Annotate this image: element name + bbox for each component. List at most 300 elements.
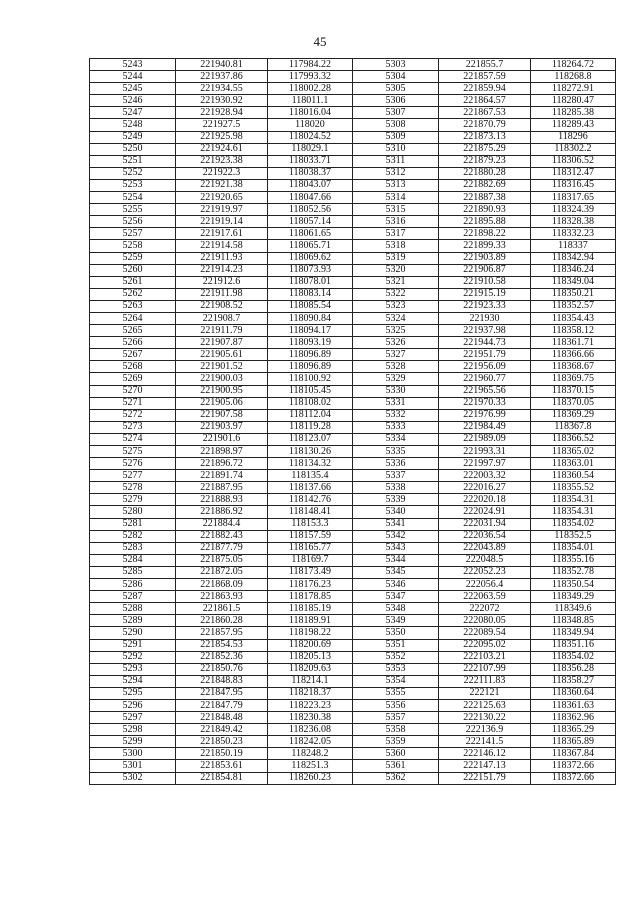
coordinates-table-body (90, 59, 616, 785)
table-row (90, 651, 616, 663)
table-row (90, 639, 616, 651)
point-number-left-cell: 5264 (90, 312, 176, 324)
point-number-right-cell: 5326 (353, 337, 439, 349)
y-coordinate-right-cell: 118316.45 (531, 179, 616, 191)
x-coordinate-right-cell: 222080.05 (439, 615, 531, 627)
table-row (90, 591, 616, 603)
y-coordinate-right-cell: 118354.31 (531, 494, 616, 506)
point-number-right-cell: 5311 (353, 155, 439, 167)
x-coordinate-right-cell: 221930 (439, 312, 531, 324)
x-coordinate-left-cell: 221919.97 (176, 204, 268, 216)
point-number-right-cell: 5303 (353, 59, 439, 71)
x-coordinate-left-cell: 221853.61 (176, 760, 268, 772)
x-coordinate-right-cell: 222089.54 (439, 627, 531, 639)
point-number-right-cell: 5324 (353, 312, 439, 324)
y-coordinate-left-cell: 118178.85 (268, 591, 353, 603)
point-number-right-cell: 5321 (353, 276, 439, 288)
point-number-right-cell: 5361 (353, 760, 439, 772)
table-row (90, 337, 616, 349)
y-coordinate-right-cell: 118360.54 (531, 470, 616, 482)
point-number-right-cell: 5308 (353, 119, 439, 131)
y-coordinate-left-cell: 118130.26 (268, 446, 353, 458)
y-coordinate-right-cell: 118328.38 (531, 216, 616, 228)
y-coordinate-left-cell: 118093.19 (268, 337, 353, 349)
point-number-right-cell: 5333 (353, 421, 439, 433)
point-number-right-cell: 5320 (353, 264, 439, 276)
x-coordinate-left-cell: 221850.76 (176, 663, 268, 675)
table-row (90, 518, 616, 530)
y-coordinate-right-cell: 118352.5 (531, 530, 616, 542)
point-number-right-cell: 5318 (353, 240, 439, 252)
y-coordinate-left-cell: 118105.45 (268, 385, 353, 397)
x-coordinate-right-cell: 222107.99 (439, 663, 531, 675)
x-coordinate-left-cell: 221860.28 (176, 615, 268, 627)
point-number-left-cell: 5248 (90, 119, 176, 131)
point-number-right-cell: 5337 (353, 470, 439, 482)
x-coordinate-right-cell: 221895.88 (439, 216, 531, 228)
point-number-left-cell: 5254 (90, 192, 176, 204)
table-row (90, 506, 616, 518)
y-coordinate-left-cell: 118185.19 (268, 603, 353, 615)
x-coordinate-right-cell: 222147.13 (439, 760, 531, 772)
point-number-right-cell: 5355 (353, 687, 439, 699)
point-number-left-cell: 5258 (90, 240, 176, 252)
y-coordinate-left-cell: 118134.32 (268, 458, 353, 470)
y-coordinate-left-cell: 118223.23 (268, 699, 353, 711)
x-coordinate-left-cell: 221903.97 (176, 421, 268, 433)
y-coordinate-left-cell: 118033.71 (268, 155, 353, 167)
point-number-right-cell: 5331 (353, 397, 439, 409)
point-number-left-cell: 5292 (90, 651, 176, 663)
y-coordinate-right-cell: 118342.94 (531, 252, 616, 264)
y-coordinate-right-cell: 118356.28 (531, 663, 616, 675)
point-number-right-cell: 5329 (353, 373, 439, 385)
point-number-right-cell: 5314 (353, 192, 439, 204)
table-row (90, 699, 616, 711)
point-number-left-cell: 5286 (90, 579, 176, 591)
point-number-left-cell: 5281 (90, 518, 176, 530)
point-number-left-cell: 5300 (90, 748, 176, 760)
y-coordinate-left-cell: 118123.07 (268, 433, 353, 445)
y-coordinate-left-cell: 118061.65 (268, 228, 353, 240)
y-coordinate-right-cell: 118268.8 (531, 71, 616, 83)
x-coordinate-left-cell: 221911.79 (176, 325, 268, 337)
y-coordinate-right-cell: 118280.47 (531, 95, 616, 107)
y-coordinate-left-cell: 118153.3 (268, 518, 353, 530)
y-coordinate-left-cell: 118065.71 (268, 240, 353, 252)
y-coordinate-right-cell: 118365.89 (531, 736, 616, 748)
y-coordinate-left-cell: 118214.1 (268, 675, 353, 687)
point-number-left-cell: 5256 (90, 216, 176, 228)
y-coordinate-right-cell: 118350.54 (531, 579, 616, 591)
y-coordinate-right-cell: 118372.66 (531, 772, 616, 784)
point-number-left-cell: 5261 (90, 276, 176, 288)
point-number-left-cell: 5251 (90, 155, 176, 167)
y-coordinate-right-cell: 118358.27 (531, 675, 616, 687)
table-row (90, 736, 616, 748)
table-row (90, 179, 616, 191)
y-coordinate-right-cell: 118366.52 (531, 433, 616, 445)
x-coordinate-left-cell: 221863.93 (176, 591, 268, 603)
y-coordinate-right-cell: 118365.29 (531, 724, 616, 736)
x-coordinate-right-cell: 221937.98 (439, 325, 531, 337)
x-coordinate-right-cell: 222111.83 (439, 675, 531, 687)
x-coordinate-right-cell: 222072 (439, 603, 531, 615)
point-number-right-cell: 5352 (353, 651, 439, 663)
x-coordinate-left-cell: 221854.81 (176, 772, 268, 784)
x-coordinate-left-cell: 221925.98 (176, 131, 268, 143)
y-coordinate-left-cell: 118200.69 (268, 639, 353, 651)
x-coordinate-left-cell: 221920.65 (176, 192, 268, 204)
x-coordinate-left-cell: 221847.79 (176, 699, 268, 711)
point-number-left-cell: 5276 (90, 458, 176, 470)
y-coordinate-right-cell: 118367.8 (531, 421, 616, 433)
point-number-left-cell: 5246 (90, 95, 176, 107)
y-coordinate-left-cell: 118176.23 (268, 579, 353, 591)
table-row (90, 385, 616, 397)
x-coordinate-left-cell: 221898.97 (176, 446, 268, 458)
point-number-right-cell: 5309 (353, 131, 439, 143)
table-row (90, 446, 616, 458)
x-coordinate-left-cell: 221848.48 (176, 712, 268, 724)
y-coordinate-right-cell: 118296 (531, 131, 616, 143)
point-number-left-cell: 5263 (90, 300, 176, 312)
x-coordinate-left-cell: 221930.92 (176, 95, 268, 107)
x-coordinate-left-cell: 221914.23 (176, 264, 268, 276)
y-coordinate-left-cell: 118169.7 (268, 554, 353, 566)
y-coordinate-left-cell: 118108.02 (268, 397, 353, 409)
x-coordinate-right-cell: 222043.89 (439, 542, 531, 554)
x-coordinate-right-cell: 221864.57 (439, 95, 531, 107)
x-coordinate-right-cell: 221882.69 (439, 179, 531, 191)
y-coordinate-right-cell: 118354.02 (531, 518, 616, 530)
table-row (90, 325, 616, 337)
table-row (90, 155, 616, 167)
x-coordinate-right-cell: 221873.13 (439, 131, 531, 143)
x-coordinate-right-cell: 222125.63 (439, 699, 531, 711)
y-coordinate-right-cell: 118361.63 (531, 699, 616, 711)
x-coordinate-right-cell: 221997.97 (439, 458, 531, 470)
point-number-right-cell: 5343 (353, 542, 439, 554)
point-number-right-cell: 5315 (353, 204, 439, 216)
x-coordinate-right-cell: 221989.09 (439, 433, 531, 445)
point-number-left-cell: 5253 (90, 179, 176, 191)
x-coordinate-left-cell: 221868.09 (176, 579, 268, 591)
point-number-right-cell: 5362 (353, 772, 439, 784)
point-number-left-cell: 5245 (90, 83, 176, 95)
y-coordinate-right-cell: 118337 (531, 240, 616, 252)
point-number-left-cell: 5272 (90, 409, 176, 421)
y-coordinate-left-cell: 118157.59 (268, 530, 353, 542)
x-coordinate-right-cell: 222031.94 (439, 518, 531, 530)
x-coordinate-left-cell: 221917.61 (176, 228, 268, 240)
y-coordinate-left-cell: 118011.1 (268, 95, 353, 107)
x-coordinate-left-cell: 221872.05 (176, 566, 268, 578)
point-number-left-cell: 5289 (90, 615, 176, 627)
table-row (90, 95, 616, 107)
point-number-right-cell: 5342 (353, 530, 439, 542)
y-coordinate-left-cell: 118119.28 (268, 421, 353, 433)
x-coordinate-left-cell: 221882.43 (176, 530, 268, 542)
y-coordinate-left-cell: 118100.92 (268, 373, 353, 385)
point-number-right-cell: 5344 (353, 554, 439, 566)
y-coordinate-left-cell: 118242.05 (268, 736, 353, 748)
table-row (90, 458, 616, 470)
x-coordinate-right-cell: 221855.7 (439, 59, 531, 71)
x-coordinate-left-cell: 221852.36 (176, 651, 268, 663)
point-number-left-cell: 5250 (90, 143, 176, 155)
point-number-left-cell: 5269 (90, 373, 176, 385)
y-coordinate-left-cell: 118148.41 (268, 506, 353, 518)
y-coordinate-left-cell: 118083.14 (268, 288, 353, 300)
y-coordinate-right-cell: 118355.52 (531, 482, 616, 494)
point-number-left-cell: 5293 (90, 663, 176, 675)
table-row (90, 748, 616, 760)
point-number-left-cell: 5267 (90, 349, 176, 361)
y-coordinate-right-cell: 118346.24 (531, 264, 616, 276)
point-number-left-cell: 5268 (90, 361, 176, 373)
y-coordinate-left-cell: 118057.14 (268, 216, 353, 228)
table-row (90, 143, 616, 155)
y-coordinate-left-cell: 118069.62 (268, 252, 353, 264)
y-coordinate-right-cell: 118360.64 (531, 687, 616, 699)
point-number-right-cell: 5351 (353, 639, 439, 651)
y-coordinate-right-cell: 118361.71 (531, 337, 616, 349)
point-number-left-cell: 5296 (90, 699, 176, 711)
x-coordinate-left-cell: 221923.38 (176, 155, 268, 167)
y-coordinate-right-cell: 118354.02 (531, 651, 616, 663)
y-coordinate-right-cell: 118317.65 (531, 192, 616, 204)
y-coordinate-left-cell: 118029.1 (268, 143, 353, 155)
point-number-left-cell: 5283 (90, 542, 176, 554)
y-coordinate-right-cell: 118367.84 (531, 748, 616, 760)
y-coordinate-left-cell: 118218.37 (268, 687, 353, 699)
x-coordinate-left-cell: 221911.93 (176, 252, 268, 264)
table-row (90, 349, 616, 361)
y-coordinate-left-cell: 118135.4 (268, 470, 353, 482)
table-row (90, 433, 616, 445)
table-row (90, 59, 616, 71)
point-number-right-cell: 5305 (353, 83, 439, 95)
y-coordinate-left-cell: 118002.28 (268, 83, 353, 95)
y-coordinate-left-cell: 117993.32 (268, 71, 353, 83)
point-number-right-cell: 5313 (353, 179, 439, 191)
x-coordinate-right-cell: 221875.29 (439, 143, 531, 155)
x-coordinate-left-cell: 221850.23 (176, 736, 268, 748)
table-row (90, 167, 616, 179)
x-coordinate-left-cell: 221908.7 (176, 312, 268, 324)
x-coordinate-right-cell: 222052.23 (439, 566, 531, 578)
x-coordinate-right-cell: 221915.19 (439, 288, 531, 300)
point-number-right-cell: 5358 (353, 724, 439, 736)
table-row (90, 228, 616, 240)
y-coordinate-left-cell: 118094.17 (268, 325, 353, 337)
y-coordinate-left-cell: 118038.37 (268, 167, 353, 179)
y-coordinate-right-cell: 118272.91 (531, 83, 616, 95)
point-number-left-cell: 5278 (90, 482, 176, 494)
y-coordinate-right-cell: 118332.23 (531, 228, 616, 240)
y-coordinate-left-cell: 118078.01 (268, 276, 353, 288)
x-coordinate-right-cell: 221965.56 (439, 385, 531, 397)
point-number-left-cell: 5249 (90, 131, 176, 143)
point-number-left-cell: 5259 (90, 252, 176, 264)
x-coordinate-left-cell: 221912.6 (176, 276, 268, 288)
x-coordinate-right-cell: 222048.5 (439, 554, 531, 566)
y-coordinate-left-cell: 118016.04 (268, 107, 353, 119)
table-row (90, 724, 616, 736)
table-row (90, 240, 616, 252)
point-number-right-cell: 5350 (353, 627, 439, 639)
y-coordinate-left-cell: 118073.93 (268, 264, 353, 276)
x-coordinate-left-cell: 221927.5 (176, 119, 268, 131)
point-number-left-cell: 5243 (90, 59, 176, 71)
point-number-right-cell: 5336 (353, 458, 439, 470)
table-row (90, 131, 616, 143)
point-number-left-cell: 5274 (90, 433, 176, 445)
x-coordinate-right-cell: 221903.89 (439, 252, 531, 264)
point-number-left-cell: 5302 (90, 772, 176, 784)
y-coordinate-right-cell: 118349.94 (531, 627, 616, 639)
page-number: 45 (313, 34, 327, 49)
x-coordinate-right-cell: 222103.21 (439, 651, 531, 663)
table-row (90, 312, 616, 324)
table-row (90, 264, 616, 276)
point-number-left-cell: 5288 (90, 603, 176, 615)
y-coordinate-right-cell: 118352.57 (531, 300, 616, 312)
point-number-right-cell: 5357 (353, 712, 439, 724)
point-number-left-cell: 5284 (90, 554, 176, 566)
x-coordinate-right-cell: 222003.32 (439, 470, 531, 482)
x-coordinate-left-cell: 221914.58 (176, 240, 268, 252)
x-coordinate-left-cell: 221928.94 (176, 107, 268, 119)
y-coordinate-right-cell: 118363.01 (531, 458, 616, 470)
x-coordinate-left-cell: 221905.61 (176, 349, 268, 361)
x-coordinate-right-cell: 221910.58 (439, 276, 531, 288)
x-coordinate-right-cell: 222020.18 (439, 494, 531, 506)
point-number-right-cell: 5322 (353, 288, 439, 300)
point-number-right-cell: 5304 (353, 71, 439, 83)
table-row (90, 409, 616, 421)
y-coordinate-right-cell: 118349.6 (531, 603, 616, 615)
table-row (90, 83, 616, 95)
x-coordinate-right-cell: 221880.28 (439, 167, 531, 179)
point-number-right-cell: 5347 (353, 591, 439, 603)
y-coordinate-right-cell: 118370.15 (531, 385, 616, 397)
point-number-left-cell: 5294 (90, 675, 176, 687)
x-coordinate-left-cell: 221937.86 (176, 71, 268, 83)
point-number-right-cell: 5312 (353, 167, 439, 179)
x-coordinate-right-cell: 222146.12 (439, 748, 531, 760)
x-coordinate-right-cell: 221859.94 (439, 83, 531, 95)
table-row (90, 603, 616, 615)
x-coordinate-left-cell: 221886.92 (176, 506, 268, 518)
y-coordinate-right-cell: 118354.43 (531, 312, 616, 324)
point-number-left-cell: 5279 (90, 494, 176, 506)
x-coordinate-left-cell: 221922.3 (176, 167, 268, 179)
table-row (90, 119, 616, 131)
point-number-left-cell: 5301 (90, 760, 176, 772)
y-coordinate-right-cell: 118312.47 (531, 167, 616, 179)
y-coordinate-right-cell: 118369.29 (531, 409, 616, 421)
point-number-left-cell: 5262 (90, 288, 176, 300)
point-number-left-cell: 5280 (90, 506, 176, 518)
point-number-right-cell: 5340 (353, 506, 439, 518)
y-coordinate-right-cell: 118302.2 (531, 143, 616, 155)
x-coordinate-right-cell: 221906.87 (439, 264, 531, 276)
x-coordinate-left-cell: 221850.19 (176, 748, 268, 760)
x-coordinate-left-cell: 221857.95 (176, 627, 268, 639)
y-coordinate-left-cell: 118230.38 (268, 712, 353, 724)
x-coordinate-left-cell: 221911.98 (176, 288, 268, 300)
table-row (90, 772, 616, 784)
y-coordinate-left-cell: 118142.76 (268, 494, 353, 506)
x-coordinate-left-cell: 221901.52 (176, 361, 268, 373)
table-row (90, 373, 616, 385)
y-coordinate-left-cell: 118209.63 (268, 663, 353, 675)
point-number-left-cell: 5252 (90, 167, 176, 179)
point-number-left-cell: 5291 (90, 639, 176, 651)
x-coordinate-left-cell: 221940.81 (176, 59, 268, 71)
point-number-right-cell: 5316 (353, 216, 439, 228)
point-number-left-cell: 5271 (90, 397, 176, 409)
point-number-right-cell: 5317 (353, 228, 439, 240)
y-coordinate-left-cell: 118052.56 (268, 204, 353, 216)
table-row (90, 615, 616, 627)
x-coordinate-right-cell: 222095.02 (439, 639, 531, 651)
x-coordinate-right-cell: 222121 (439, 687, 531, 699)
point-number-left-cell: 5298 (90, 724, 176, 736)
x-coordinate-left-cell: 221919.14 (176, 216, 268, 228)
table-row (90, 566, 616, 578)
point-number-left-cell: 5295 (90, 687, 176, 699)
point-number-left-cell: 5244 (90, 71, 176, 83)
point-number-left-cell: 5266 (90, 337, 176, 349)
x-coordinate-left-cell: 221907.58 (176, 409, 268, 421)
point-number-right-cell: 5325 (353, 325, 439, 337)
point-number-right-cell: 5346 (353, 579, 439, 591)
point-number-left-cell: 5273 (90, 421, 176, 433)
y-coordinate-left-cell: 118096.89 (268, 361, 353, 373)
point-number-left-cell: 5285 (90, 566, 176, 578)
table-row (90, 554, 616, 566)
x-coordinate-left-cell: 221888.93 (176, 494, 268, 506)
y-coordinate-right-cell: 118349.29 (531, 591, 616, 603)
point-number-right-cell: 5341 (353, 518, 439, 530)
table-row (90, 288, 616, 300)
y-coordinate-left-cell: 118112.04 (268, 409, 353, 421)
point-number-left-cell: 5299 (90, 736, 176, 748)
x-coordinate-right-cell: 222141.5 (439, 736, 531, 748)
y-coordinate-right-cell: 118362.96 (531, 712, 616, 724)
x-coordinate-right-cell: 221857.59 (439, 71, 531, 83)
x-coordinate-left-cell: 221847.95 (176, 687, 268, 699)
x-coordinate-left-cell: 221905.06 (176, 397, 268, 409)
y-coordinate-right-cell: 118352.78 (531, 566, 616, 578)
table-row (90, 252, 616, 264)
x-coordinate-right-cell: 221867.53 (439, 107, 531, 119)
point-number-right-cell: 5353 (353, 663, 439, 675)
x-coordinate-right-cell: 221951.79 (439, 349, 531, 361)
y-coordinate-right-cell: 118349.04 (531, 276, 616, 288)
y-coordinate-left-cell: 117984.22 (268, 59, 353, 71)
y-coordinate-left-cell: 118248.2 (268, 748, 353, 760)
x-coordinate-left-cell: 221907.87 (176, 337, 268, 349)
y-coordinate-right-cell: 118368.67 (531, 361, 616, 373)
x-coordinate-right-cell: 222130.22 (439, 712, 531, 724)
y-coordinate-left-cell: 118024.52 (268, 131, 353, 143)
y-coordinate-left-cell: 118020 (268, 119, 353, 131)
x-coordinate-right-cell: 221976.99 (439, 409, 531, 421)
